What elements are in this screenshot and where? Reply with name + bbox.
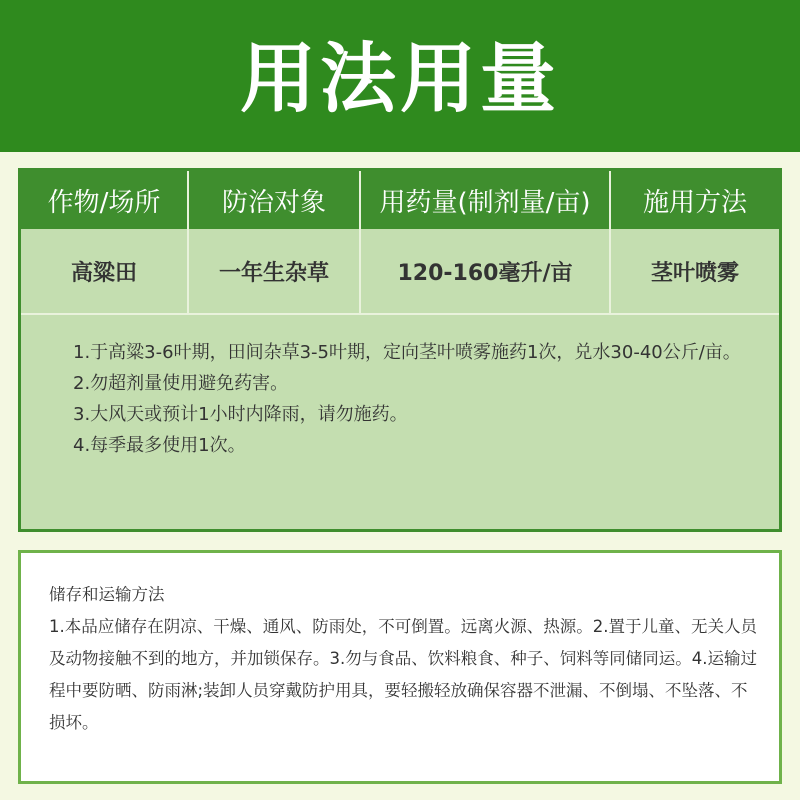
column-header-dosage: 用药量(制剂量/亩) bbox=[361, 171, 611, 229]
cell-dosage: 120-160毫升/亩 bbox=[361, 229, 611, 313]
cell-method: 茎叶喷雾 bbox=[650, 260, 739, 286]
storage-panel bbox=[18, 550, 782, 784]
note-item: 4.每季最多使用1次。 bbox=[73, 435, 246, 456]
page-title: 用法用量 bbox=[240, 33, 560, 123]
storage-text bbox=[49, 579, 761, 739]
usage-notes bbox=[73, 337, 763, 461]
column-header-method: 施用方法 bbox=[642, 187, 747, 218]
storage-body: 1.本品应储存在阴凉、干燥、通风、防雨处，不可倒置。远离火源、热源。2.置于儿童、无关人员及动物接触不到的地方，并加锁保存。3.勿与食品、饮料粮食、种子、饲料等同储同运。4.运输过程中要防晒、防雨淋;装卸人员穿戴防护用具，要轻搬轻放确保容器不泄漏、不倒塌、不坠落、不损坏。 bbox=[49, 617, 757, 732]
cell-crop: 高粱田 bbox=[21, 229, 189, 313]
storage-title: 储存和运输方法 bbox=[49, 585, 165, 604]
header-banner bbox=[0, 0, 800, 152]
note-item: 2.勿超剂量使用避免药害。 bbox=[73, 373, 289, 394]
usage-panel bbox=[18, 168, 782, 532]
table-header-row bbox=[21, 171, 779, 229]
cell-target: 一年生杂草 bbox=[189, 229, 361, 313]
note-item: 1.于高粱3-6叶期，田间杂草3-5叶期，定向茎叶喷雾施药1次，兑水30-40公斤/亩。 bbox=[73, 342, 741, 363]
table-row bbox=[21, 229, 779, 315]
note-item: 3.大风天或预计1小时内降雨，请勿施药。 bbox=[73, 404, 408, 425]
column-header-crop: 作物/场所 bbox=[21, 171, 189, 229]
column-header-target: 防治对象 bbox=[189, 171, 361, 229]
